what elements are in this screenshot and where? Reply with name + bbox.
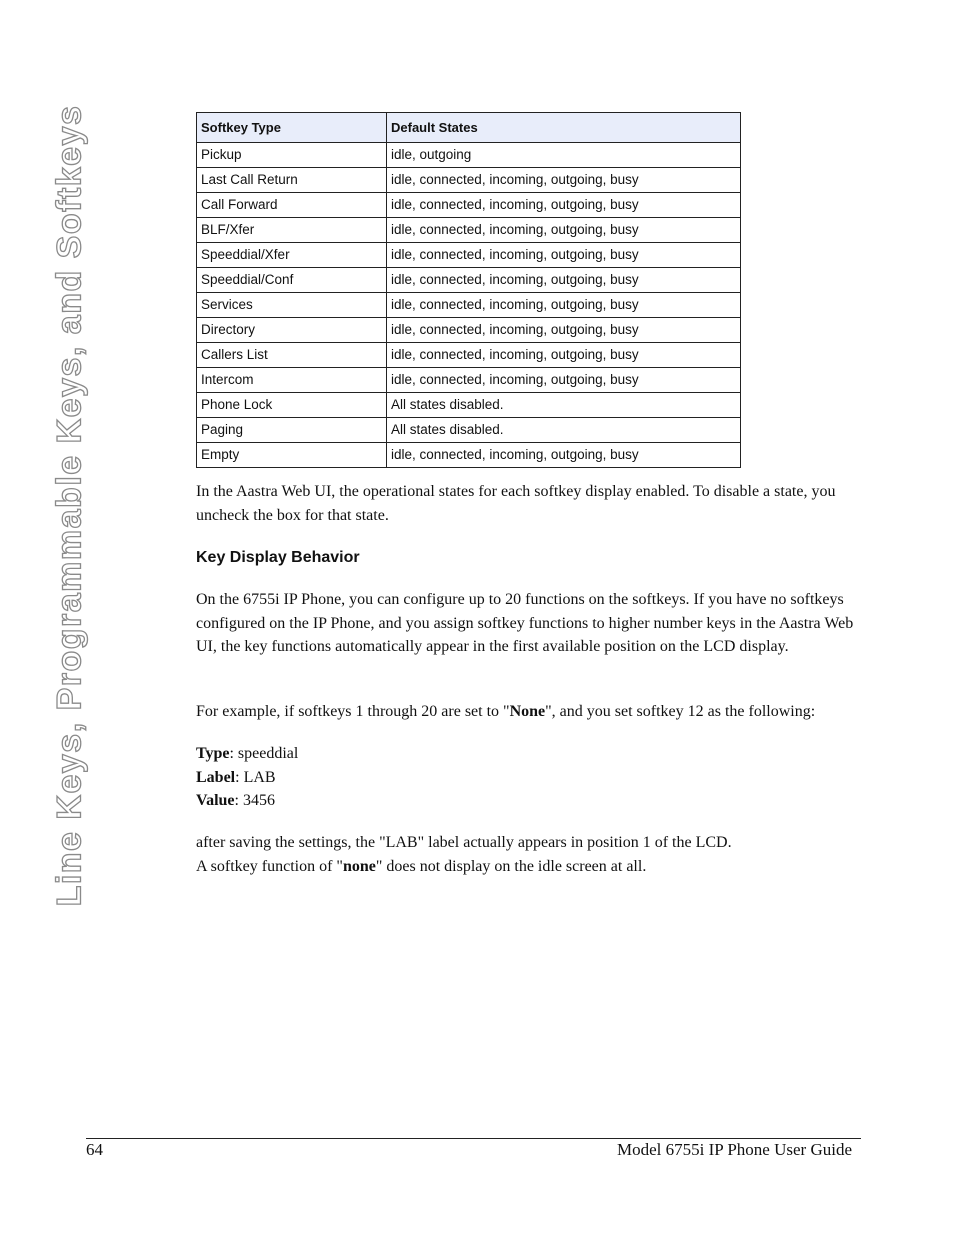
key-display-paragraph: On the 6755i IP Phone, you can configure up to 20 functions on the softkeys. If you have no softkeys configured on the IP Phone, and you assign softkey functions to higher number keys in the Aastra Web UI, the key functions automatically appear in the first available position on the LCD display. — [196, 591, 854, 655]
result-none-bold: none — [342, 857, 376, 875]
default-states-cell: idle, connected, incoming, outgoing, busy — [387, 268, 741, 293]
default-states-cell: idle, connected, incoming, outgoing, busy — [387, 443, 741, 468]
label-setting-label: Label — [196, 768, 236, 786]
softkey-example-settings — [196, 742, 861, 813]
table-row — [197, 218, 741, 243]
footer-document-title: Model 6755i IP Phone User Guide — [617, 1140, 852, 1159]
value-setting-value: : 3456 — [234, 792, 275, 809]
table-row — [197, 243, 741, 268]
default-states-cell: idle, connected, incoming, outgoing, busy — [387, 343, 741, 368]
softkey-type-cell: Pickup — [197, 143, 387, 168]
label-setting-line — [196, 766, 861, 790]
default-states-cell: idle, connected, incoming, outgoing, busy — [387, 243, 741, 268]
chapter-side-title — [40, 105, 100, 905]
chapter-side-title-text: Line Keys, Programmable Keys, and Softkeys — [50, 104, 89, 906]
softkey-type-cell: Directory — [197, 318, 387, 343]
table-row — [197, 193, 741, 218]
column-header-softkey-type: Softkey Type — [197, 113, 387, 143]
softkey-type-cell: Intercom — [197, 368, 387, 393]
softkey-type-cell: Last Call Return — [197, 168, 387, 193]
softkey-type-cell: Phone Lock — [197, 393, 387, 418]
intro-paragraph: In the Aastra Web UI, the operational states for each softkey display enabled. To disable a state, you uncheck the box for that state. — [196, 483, 836, 524]
softkey-type-cell: BLF/Xfer — [197, 218, 387, 243]
label-setting-value: : LAB — [235, 768, 276, 786]
table-row — [197, 143, 741, 168]
example-paragraph — [196, 700, 861, 724]
default-states-cell: All states disabled. — [387, 393, 741, 418]
softkey-type-cell: Call Forward — [197, 193, 387, 218]
table-row — [197, 393, 741, 418]
table-header-row — [197, 113, 741, 143]
default-states-cell: idle, connected, incoming, outgoing, busy — [387, 318, 741, 343]
result-line-1: after saving the settings, the "LAB" label actually appears in position 1 of the LCD. — [196, 834, 732, 851]
softkey-type-cell: Callers List — [197, 343, 387, 368]
footer-rule — [86, 1138, 861, 1139]
table-row — [197, 293, 741, 318]
table-row — [197, 368, 741, 393]
default-states-cell: idle, outgoing — [387, 143, 741, 168]
table-row — [197, 168, 741, 193]
softkey-type-cell: Speeddial/Xfer — [197, 243, 387, 268]
value-setting-label: Value — [196, 792, 235, 809]
result-text-after: " does not display on the idle screen at all. — [375, 857, 647, 875]
softkey-type-cell: Empty — [197, 443, 387, 468]
value-setting-line — [196, 789, 861, 813]
result-line-2 — [196, 855, 861, 879]
column-header-default-states: Default States — [387, 113, 741, 143]
table-row — [197, 418, 741, 443]
type-setting-value: : speeddial — [229, 745, 299, 762]
default-states-cell: idle, connected, incoming, outgoing, busy — [387, 368, 741, 393]
softkey-type-cell: Services — [197, 293, 387, 318]
table-row — [197, 443, 741, 468]
result-paragraph — [196, 831, 861, 878]
table-row — [197, 318, 741, 343]
section-heading: Key Display Behavior — [196, 549, 360, 566]
result-text-before: A softkey function of " — [196, 857, 343, 875]
example-text-after: ", and you set softkey 12 as the following: — [545, 703, 816, 720]
default-states-cell: idle, connected, incoming, outgoing, busy — [387, 293, 741, 318]
table-row — [197, 268, 741, 293]
default-states-cell: idle, connected, incoming, outgoing, busy — [387, 193, 741, 218]
softkey-default-states-table — [196, 112, 741, 468]
default-states-cell: All states disabled. — [387, 418, 741, 443]
table-row — [197, 343, 741, 368]
default-states-cell: idle, connected, incoming, outgoing, busy — [387, 218, 741, 243]
softkey-type-cell: Paging — [197, 418, 387, 443]
type-setting-line — [196, 742, 861, 766]
example-none-bold: None — [509, 703, 546, 720]
example-text-before: For example, if softkeys 1 through 20 are set to " — [196, 703, 510, 720]
default-states-cell: idle, connected, incoming, outgoing, busy — [387, 168, 741, 193]
softkey-type-cell: Speeddial/Conf — [197, 268, 387, 293]
type-setting-label: Type — [196, 745, 230, 762]
page-number: 64 — [86, 1140, 103, 1159]
